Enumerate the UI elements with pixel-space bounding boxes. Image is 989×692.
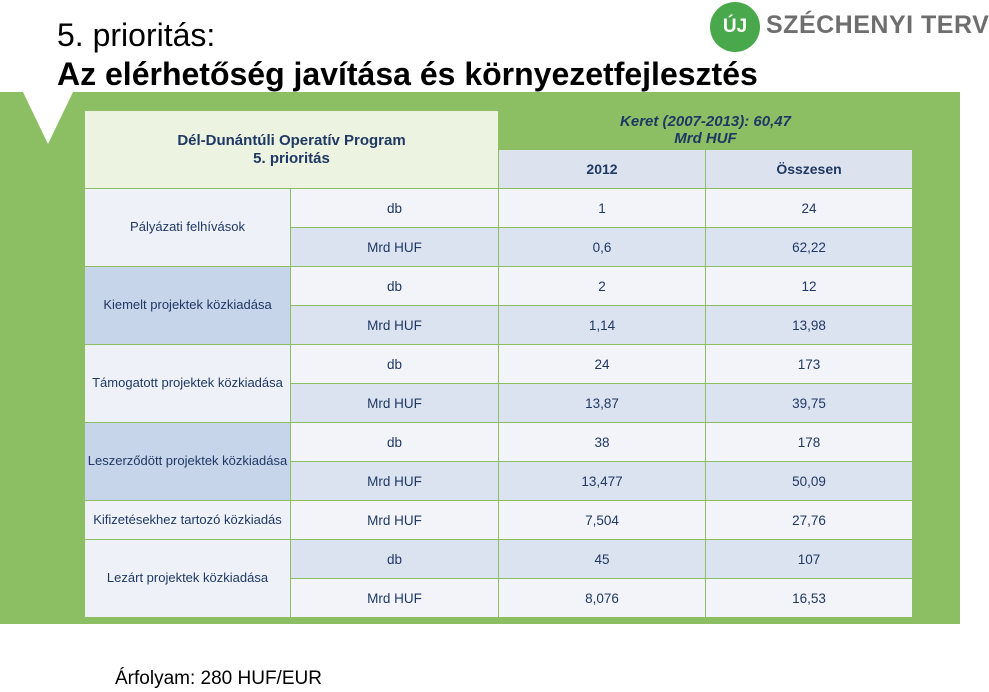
total-value-cell: 12 [706,267,912,305]
column-header-total: Összesen [706,150,912,188]
budget-line1: Keret (2007-2013): 60,47 [620,112,791,130]
year-value-cell: 13,87 [499,384,705,422]
unit-cell: Mrd HUF [291,306,498,344]
year-value-cell: 38 [499,423,705,461]
unit-cell: db [291,345,498,383]
logo-text: SZÉCHENYI TERV [766,11,989,39]
slide-title-line2: Az elérhetőség javítása és környezetfejlesztés [57,56,758,92]
unit-cell: Mrd HUF [291,501,498,539]
year-value-cell: 45 [499,540,705,578]
year-value-cell: 24 [499,345,705,383]
szechenyi-terv-logo [710,2,989,62]
row-label-supported-projects: Támogatott projektek közkiadása [85,345,290,422]
unit-cell: db [291,423,498,461]
speech-pointer-shape [22,90,74,144]
program-header [85,111,498,188]
total-value-cell: 24 [706,189,912,227]
row-label-calls: Pályázati felhívások [85,189,290,266]
unit-cell: Mrd HUF [291,462,498,500]
program-subtitle: 5. prioritás [253,149,330,167]
unit-cell: Mrd HUF [291,579,498,617]
total-value-cell: 39,75 [706,384,912,422]
budget-line2: Mrd HUF [674,130,737,147]
row-label-payments: Kifizetésekhez tartozó közkiadás [85,501,290,539]
slide-title-line1: 5. prioritás: [57,17,216,53]
uj-logo-icon: ÚJ [710,2,760,52]
unit-cell: Mrd HUF [291,228,498,266]
year-value-cell: 1 [499,189,705,227]
row-label-closed-projects: Lezárt projektek közkiadása [85,540,290,617]
total-value-cell: 16,53 [706,579,912,617]
unit-cell: db [291,267,498,305]
budget-header [499,111,912,149]
total-value-cell: 62,22 [706,228,912,266]
column-header-year: 2012 [499,150,705,188]
total-value-cell: 173 [706,345,912,383]
total-value-cell: 50,09 [706,462,912,500]
total-value-cell: 27,76 [706,501,912,539]
unit-cell: Mrd HUF [291,384,498,422]
unit-cell: db [291,540,498,578]
year-value-cell: 13,477 [499,462,705,500]
row-label-priority-projects: Kiemelt projektek közkiadása [85,267,290,344]
year-value-cell: 0,6 [499,228,705,266]
year-value-cell: 8,076 [499,579,705,617]
program-title: Dél-Dunántúli Operatív Program [177,131,406,149]
year-value-cell: 2 [499,267,705,305]
total-value-cell: 178 [706,423,912,461]
total-value-cell: 107 [706,540,912,578]
year-value-cell: 1,14 [499,306,705,344]
unit-cell: db [291,189,498,227]
year-value-cell: 7,504 [499,501,705,539]
total-value-cell: 13,98 [706,306,912,344]
exchange-rate-note: Árfolyam: 280 HUF/EUR [115,668,322,689]
row-label-contracted-projects: Leszerződött projektek közkiadása [85,423,290,500]
